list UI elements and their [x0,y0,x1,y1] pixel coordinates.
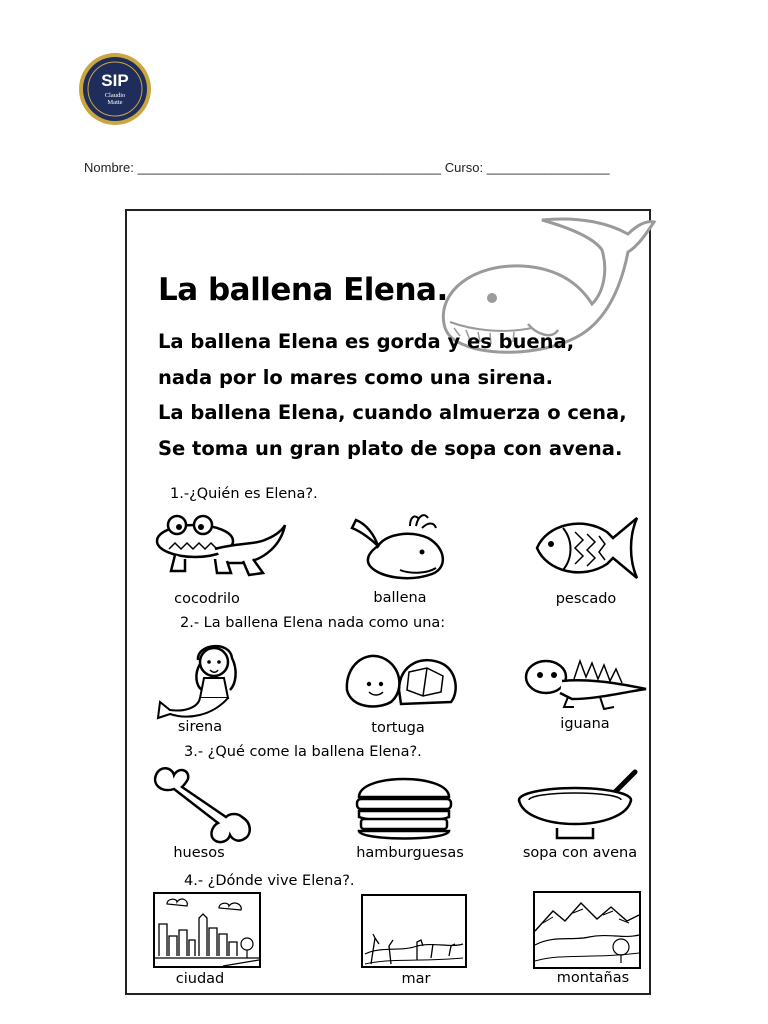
option-label-hamburguesas: hamburguesas [356,845,464,861]
sea-picture[interactable] [361,894,467,972]
poem-line-1: La ballena Elena es gorda y es buena, [158,330,575,353]
option-label-cocodrilo: cocodrilo [174,591,240,607]
bone-picture[interactable] [148,765,258,849]
nombre-field[interactable]: __________________________________________ [137,160,442,175]
hamburger-picture[interactable] [355,767,453,847]
logo-line1: Claudio [104,92,126,99]
option-label-montanas: montañas [556,970,630,986]
poem-line-4: Se toma un gran plato de sopa con avena. [158,437,623,460]
poem-line-2: nada por lo mares como una sirena. [158,366,554,389]
nombre-label: Nombre: [84,160,134,175]
logo-abbr: SIP [101,71,129,90]
option-label-ciudad: ciudad [175,971,225,987]
poem-line-3: La ballena Elena, cuando almuerza o cena, [158,401,627,424]
option-label-mar: mar [401,971,431,987]
curso-field[interactable]: _________________ [486,160,610,175]
whale-picture[interactable] [350,512,450,586]
iguana-picture[interactable] [524,655,648,715]
student-info-line [84,160,610,175]
turtle-picture[interactable] [343,650,459,720]
soup-bowl-picture[interactable] [517,768,641,848]
option-label-sopa-con-avena: sopa con avena [522,845,638,861]
option-label-iguana: iguana [560,716,610,732]
question-2: 2.- La ballena Elena nada como una: [180,615,446,631]
question-3: 3.- ¿Qué come la ballena Elena?. [184,744,422,760]
mermaid-picture[interactable] [152,640,252,726]
logo-line2: Matte [107,99,123,106]
fish-picture[interactable] [533,514,643,588]
curso-label: Curso: [444,160,484,175]
crocodile-picture[interactable] [155,515,287,587]
question-4: 4.- ¿Dónde vive Elena?. [184,873,355,889]
option-label-ballena: ballena [373,590,427,606]
option-label-huesos: huesos [173,845,225,861]
mountains-picture[interactable] [533,891,641,973]
option-label-pescado: pescado [555,591,617,607]
school-logo [78,52,152,126]
question-1: 1.-¿Quién es Elena?. [170,486,318,502]
option-label-sirena: sirena [177,719,223,735]
option-label-tortuga: tortuga [371,720,425,736]
story-title: La ballena Elena. [158,272,448,308]
city-picture[interactable] [153,892,261,972]
